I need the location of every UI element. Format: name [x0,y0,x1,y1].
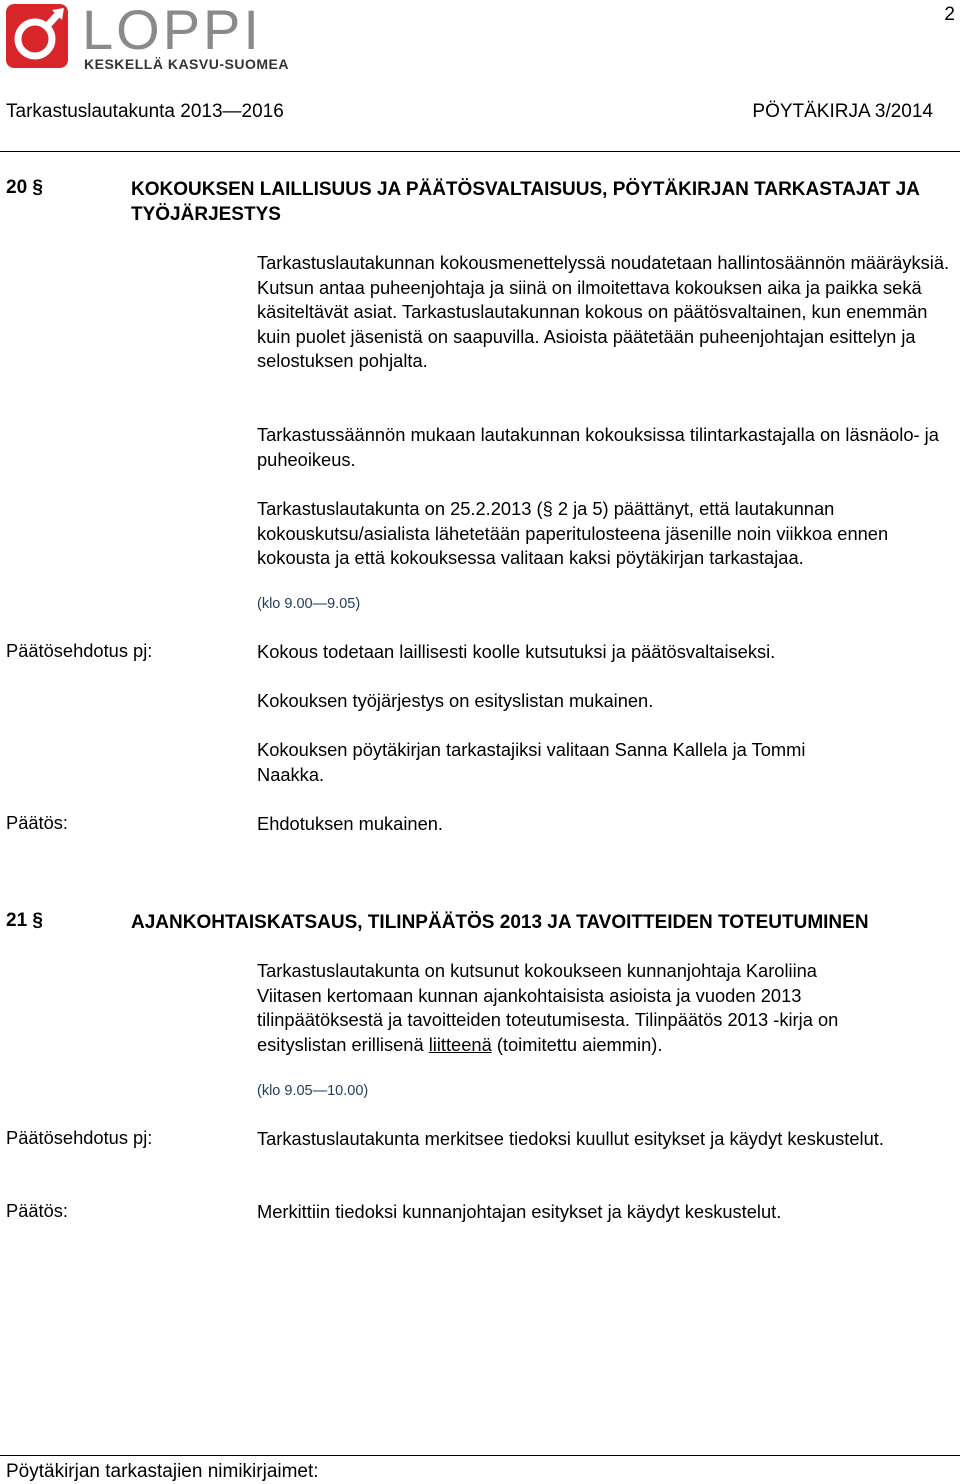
proposal-label: Päätösehdotus pj: [6,1127,153,1148]
footer-initials-label: Pöytäkirjan tarkastajien nimikirjaimet: [6,1461,319,1482]
proposal-text: Kokouksen työjärjestys on esityslistan mukainen. [257,690,654,711]
header-divider [0,151,960,152]
svg-text:KESKELLÄ KASVU-SUOMEA: KESKELLÄ KASVU-SUOMEA [84,56,289,72]
body-paragraph: Tarkastuslautakunnan kokousmenettelyssä noudatetaan hallintosäännön määräyksiä. Kutsun antaa puheenjohtaja ja siinä on ilmoitettava kokouksen aika ja paikka sekä käsiteltävät asiat. Tarkastuslautakunnan kokous on päätösvaltainen, kun enemmän kuin puolet jäsenistä on saapuvilla. Asioista päätetään puheenjohtajan esittelyn ja selostuksen pohjalta. [257,252,950,372]
section-title: KOKOUKSEN LAILLISUUS JA PÄÄTÖSVALTAISUUS, PÖYTÄKIRJAN TARKASTAJAT JA TYÖJÄRJESTYS [131,179,920,225]
section-number: 20 § [6,177,43,198]
attachment-link[interactable]: liitteenä [428,1033,492,1055]
decision-text: Merkittiin tiedoksi kunnanjohtajan esitykset ja käydyt keskustelut. [257,1201,782,1222]
footer-divider [0,1455,960,1456]
committee-name: Tarkastuslautakunta 2013—2016 [6,101,284,122]
decision-label: Päätös: [6,812,68,833]
proposal-text: Tarkastuslautakunta merkitsee tiedoksi kuullut esitykset ja käydyt keskustelut. [257,1128,884,1149]
body-paragraph [257,959,877,1057]
body-paragraph: Tarkastussäännön mukaan lautakunnan kokouksissa tilintarkastajalla on läsnäolo- ja puheoikeus. [257,424,939,470]
time-note: (klo 9.00—9.05) [257,596,361,612]
proposal-text: Kokous todetaan laillisesti koolle kutsutuksi ja päätösvaltaiseksi. [257,641,776,662]
proposal-label: Päätösehdotus pj: [6,640,153,661]
paragraph-text: Tarkastuslautakunta on kutsunut kokoukseen kunnanjohtaja Karoliina Viitasen kertomaan kunnan ajankohtaisista asioista ja vuoden 2013 tilinpäätöksestä ja tavoitteiden toteutumisesta. Tilinpäätös 2013 -kirja on esityslistan erillisenä [257,960,839,1055]
decision-label: Päätös: [6,1200,68,1221]
svg-text:LOPPI: LOPPI [82,2,262,61]
document-title: PÖYTÄKIRJA 3/2014 [752,101,933,122]
section-number: 21 § [6,910,43,931]
proposal-text: Kokouksen pöytäkirjan tarkastajiksi valitaan Sanna Kallela ja Tommi Naakka. [257,739,806,785]
loppi-logo [6,2,296,74]
paragraph-text: (toimitettu aiemmin). [491,1033,663,1055]
time-note: (klo 9.05—10.00) [257,1083,369,1099]
decision-text: Ehdotuksen mukainen. [257,813,443,834]
body-paragraph: Tarkastuslautakunta on 25.2.2013 (§ 2 ja 5) päättänyt, että lautakunnan kokouskutsu/asialista lähetetään paperitulosteena jäsenille noin viikkoa ennen kokousta ja että kokouksessa valitaan kaksi pöytäkirjan tarkastajaa. [257,498,889,569]
page-number: 2 [944,4,955,25]
section-title: AJANKOHTAISKATSAUS, TILINPÄÄTÖS 2013 JA TAVOITTEIDEN TOTEUTUMINEN [131,912,869,933]
